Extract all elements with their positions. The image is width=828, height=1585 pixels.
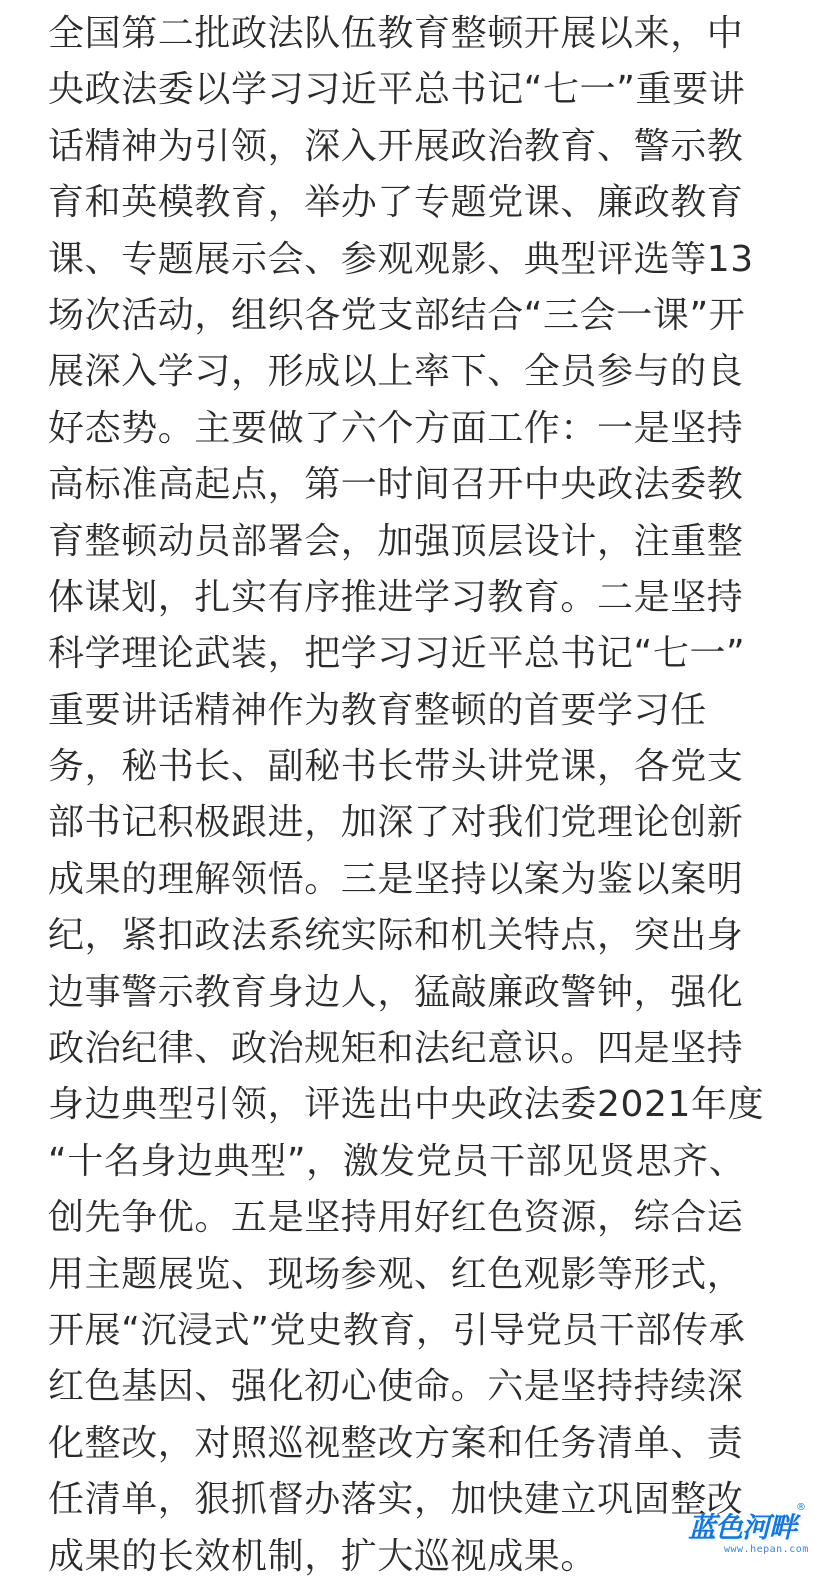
article-line: 化整改，对照巡视整改方案和任务清单、责 bbox=[48, 1422, 744, 1464]
article-line: 务，秘书长、副秘书长带头讲党课，各党支 bbox=[48, 746, 744, 788]
article-line: 成果的理解领悟。三是坚持以案为鉴以案明 bbox=[48, 858, 744, 900]
article-line: 成果的长效机制，扩大巡视成果。 bbox=[48, 1535, 598, 1577]
article-line: 政治纪律、政治规矩和法纪意识。四是坚持 bbox=[48, 1028, 744, 1070]
article-line: 央政法委以学习习近平总书记“七一”重要讲 bbox=[48, 69, 746, 111]
article-line: 高标准高起点，第一时间召开中央政法委教 bbox=[48, 464, 744, 506]
article-line: 育和英模教育，举办了专题党课、廉政教育 bbox=[48, 182, 744, 224]
article-line: 体谋划，扎实有序推进学习教育。二是坚持 bbox=[48, 576, 744, 618]
article-body bbox=[48, 6, 778, 1585]
article-line: 任清单，狠抓督办落实，加快建立巩固整改 bbox=[48, 1479, 744, 1521]
article-line: 部书记积极跟进，加深了对我们党理论创新 bbox=[48, 802, 744, 844]
article-line: 用主题展览、现场参观、红色观影等形式， bbox=[48, 1253, 744, 1295]
article-line: “十名身边典型”，激发党员干部见贤思齐、 bbox=[48, 1140, 746, 1182]
watermark-url: www.hepan.com bbox=[724, 1544, 809, 1555]
article-line: 好态势。主要做了六个方面工作：一是坚持 bbox=[48, 407, 744, 449]
article-line: 身边典型引领，评选出中央政法委2021年度 bbox=[48, 1084, 765, 1126]
article-line: 育整顿动员部署会，加强顶层设计，注重整 bbox=[48, 520, 744, 562]
watermark-brand-text: 蓝色河畔 bbox=[688, 1511, 797, 1544]
hepan-watermark-logo bbox=[688, 1502, 809, 1562]
article-line: 课、专题展示会、参观观影、典型评选等13 bbox=[48, 238, 754, 280]
article-line: 场次活动，组织各党支部结合“三会一课”开 bbox=[48, 294, 746, 336]
article-line: 创先争优。五是坚持用好红色资源，综合运 bbox=[48, 1197, 744, 1239]
article-line: 纪，紧扣政法系统实际和机关特点，突出身 bbox=[48, 915, 744, 957]
article-line: 边事警示教育身边人，猛敲廉政警钟，强化 bbox=[48, 971, 744, 1013]
article-line: 全国第二批政法队伍教育整顿开展以来，中 bbox=[48, 13, 744, 54]
article-line: 红色基因、强化初心使命。六是坚持持续深 bbox=[48, 1366, 744, 1408]
registered-mark: ® bbox=[796, 1502, 806, 1513]
article-line: 展深入学习，形成以上率下、全员参与的良 bbox=[48, 351, 744, 393]
article-line: 话精神为引领，深入开展政治教育、警示教 bbox=[48, 125, 744, 167]
article-line: 开展“沉浸式”党史教育，引导党员干部传承 bbox=[48, 1309, 746, 1351]
article-line: 重要讲话精神作为教育整顿的首要学习任 bbox=[48, 689, 707, 731]
article-line: 科学理论武装，把学习习近平总书记“七一” bbox=[48, 633, 746, 675]
